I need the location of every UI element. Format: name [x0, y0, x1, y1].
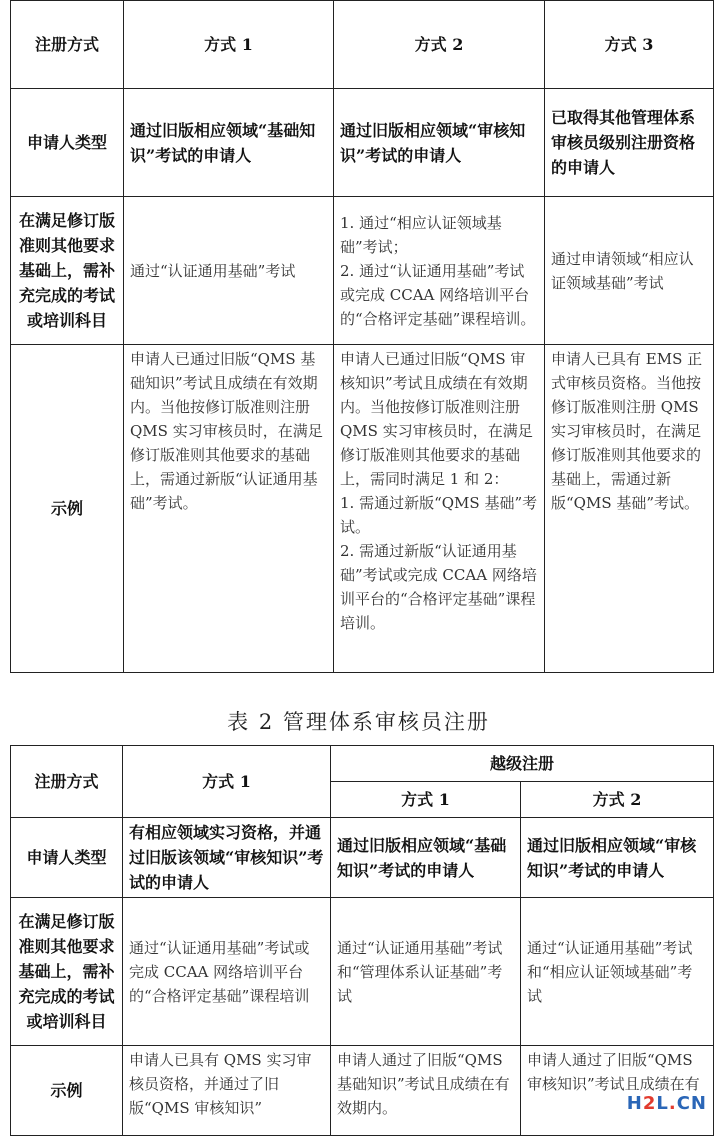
t2-row-extra-exams: [11, 898, 714, 1046]
t2-example-skip-m1: 申请人通过了旧版“QMS 基础知识”考试且成绩在有效期内。: [331, 1046, 521, 1136]
t1-row-extra-exams: [11, 197, 714, 345]
t2-example-skip-m2: 申请人通过了旧版“QMS 审核知识”考试且成绩在有: [521, 1046, 714, 1136]
t1-example-m2-intro: 申请人已通过旧版“QMS 审核知识”考试且成绩在有效期内。当他按修订版准则注册 QMS 实习审核员时，在满足修订版准则其他要求的基础上，需同时满足 1 和 2：: [340, 350, 533, 488]
t1-extra-m3: 通过申请领域“相应认证领域基础”考试: [545, 197, 714, 345]
t2-header-sub-method-2: 方式 2: [521, 782, 714, 818]
t1-applicant-m1: 通过旧版相应领域“基础知识”考试的申请人: [124, 89, 334, 197]
t1-header-method-2: 方式 2: [334, 1, 545, 89]
t2-header-reg-method: 注册方式: [11, 746, 123, 818]
t2-row-label-example: 示例: [11, 1046, 123, 1136]
table-1-header-row: [11, 1, 714, 89]
t1-row-label-applicant: 申请人类型: [11, 89, 124, 197]
t2-row-label-applicant: 申请人类型: [11, 818, 123, 898]
t1-extra-m2-item-2: 2. 通过“认证通用基础”考试或完成 CCAA 网络培训平台的“合格评定基础”课程培训。: [340, 261, 536, 328]
t2-extra-skip-m2: 通过“认证通用基础”考试和“相应认证领域基础”考试: [521, 898, 714, 1046]
t1-header-method-3: 方式 3: [545, 1, 714, 89]
t2-row-example: [11, 1046, 714, 1136]
t1-example-m2-item-2: 2. 需通过新版“认证通用基础”考试或完成 CCAA 网络培训平台的“合格评定基础”课程培训。: [340, 542, 537, 632]
t1-extra-m2-item-1: 1. 通过“相应认证领域基础”考试；: [340, 213, 502, 256]
t1-row-label-example: 示例: [11, 345, 124, 673]
t2-extra-m1: 通过“认证通用基础”考试或完成 CCAA 网络培训平台的“合格评定基础”课程培训: [123, 898, 331, 1046]
table-2: [10, 745, 714, 1136]
t1-row-applicant-type: [11, 89, 714, 197]
t2-header-skip-level: 越级注册: [331, 746, 714, 782]
t2-row-applicant-type: [11, 818, 714, 898]
table-1: [10, 0, 714, 673]
t1-applicant-m3: 已取得其他管理体系审核员级别注册资格的申请人: [545, 89, 714, 197]
t2-header-method-1: 方式 1: [123, 746, 331, 818]
table-2-caption: 表 2 管理体系审核员注册: [227, 710, 490, 734]
t1-example-m1: 申请人已通过旧版“QMS 基础知识”考试且成绩在有效期内。当他按修订版准则注册 QMS 实习审核员时，在满足修订版准则其他要求的基础上，需通过新版“认证通用基础”考试。: [124, 345, 334, 673]
t1-example-m3: 申请人已具有 EMS 正式审核员资格。当他按修订版准则注册 QMS 实习审核员时，在满足修订版准则其他要求的基础上，需通过新版“QMS 基础”考试。: [545, 345, 714, 673]
t2-example-m1: 申请人已具有 QMS 实习审核员资格，并通过了旧版“QMS 审核知识”: [123, 1046, 331, 1136]
t1-example-m2-item-1: 1. 需通过新版“QMS 基础”考试。: [340, 494, 538, 536]
t2-header-sub-method-1: 方式 1: [331, 782, 521, 818]
t1-header-method-1: 方式 1: [124, 1, 334, 89]
t2-applicant-skip-m2: 通过旧版相应领域“审核知识”考试的申请人: [521, 818, 714, 898]
t1-header-reg-method: 注册方式: [11, 1, 124, 89]
t1-row-label-extra: 在满足修订版准则其他要求基础上，需补充完成的考试或培训科目: [11, 197, 124, 345]
site-watermark-logo: H2L.CN: [626, 1093, 707, 1114]
t2-applicant-m1: 有相应领域实习资格，并通过旧版该领域“审核知识”考试的申请人: [123, 818, 331, 898]
t2-applicant-skip-m1: 通过旧版相应领域“基础知识”考试的申请人: [331, 818, 521, 898]
t1-extra-m1: 通过“认证通用基础”考试: [124, 197, 334, 345]
t1-example-m2: [334, 345, 545, 673]
t2-header-row-1: [11, 746, 714, 782]
t1-applicant-m2: 通过旧版相应领域“审核知识”考试的申请人: [334, 89, 545, 197]
t2-extra-skip-m1: 通过“认证通用基础”考试和“管理体系认证基础”考试: [331, 898, 521, 1046]
t1-extra-m2: [334, 197, 545, 345]
t2-row-label-extra: 在满足修订版准则其他要求基础上，需补充完成的考试或培训科目: [11, 898, 123, 1046]
t1-row-example: [11, 345, 714, 673]
